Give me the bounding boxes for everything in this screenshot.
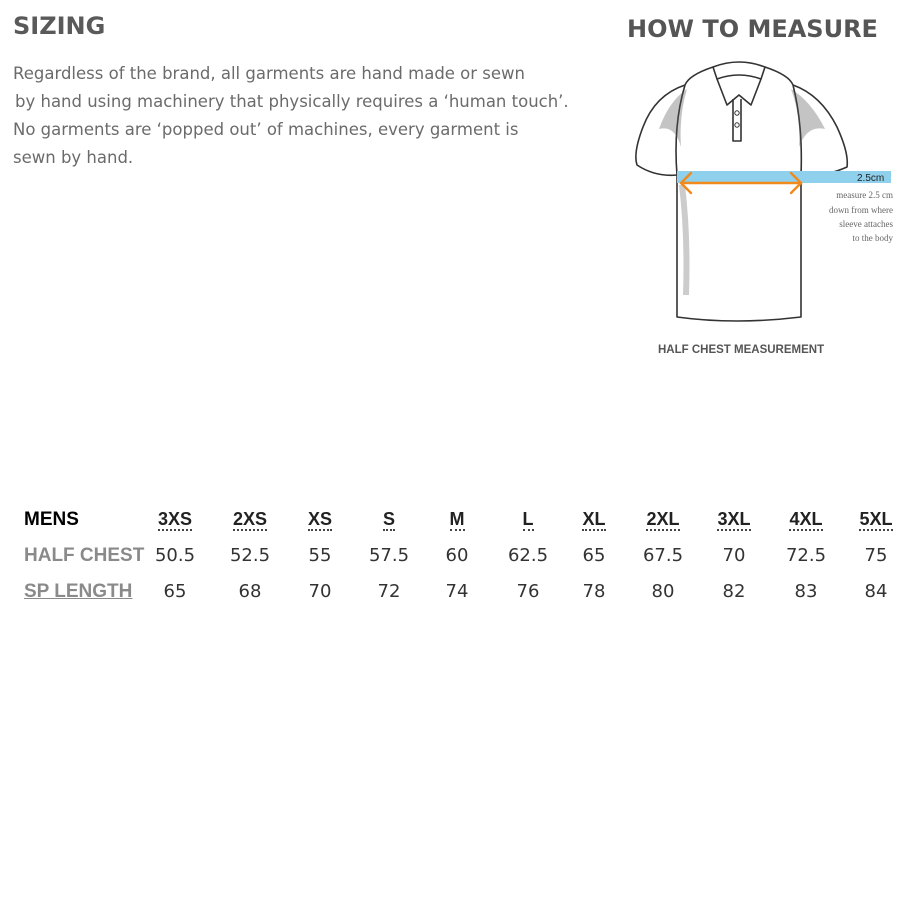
table-cell: 75: [864, 545, 888, 566]
size-header-cell: 3XL: [717, 509, 751, 529]
description-line: Regardless of the brand, all garments are hand made or sewn: [13, 64, 526, 83]
size-chart-table: [24, 505, 904, 613]
how-to-measure-title: HOW TO MEASURE: [627, 15, 878, 43]
half-chest-row: [24, 541, 904, 577]
description-line: by hand using machinery that physically requires a ‘human touch’.: [15, 92, 569, 111]
measure-note-line: down from where: [829, 205, 893, 215]
table-cell: 62.5: [507, 545, 549, 566]
size-header-row: [24, 505, 904, 541]
table-cell: 50.5: [154, 545, 196, 566]
collar-outline: [713, 62, 765, 79]
size-header-cell: S: [382, 509, 395, 529]
table-cell: 67.5: [642, 545, 684, 566]
measure-caption: HALF CHEST MEASUREMENT: [658, 344, 825, 356]
size-header-cell: 4XL: [789, 509, 823, 529]
button: [735, 123, 739, 127]
raglan-seam-outline: [676, 67, 713, 175]
shirt-body-outline: [677, 175, 801, 321]
table-cell: 72: [377, 581, 401, 602]
size-header-cell: XL: [582, 509, 606, 529]
table-cell: 80: [651, 581, 675, 602]
measure-tag-text: 2.5cm: [857, 173, 885, 184]
table-cell: 72.5: [785, 545, 827, 566]
measure-note-line: sleeve attaches: [839, 219, 893, 229]
table-cell: 78: [582, 581, 606, 602]
table-cell: 55: [308, 545, 332, 566]
size-chart-label-mens: MENS: [24, 509, 79, 530]
button: [735, 111, 739, 115]
sizing-description: [13, 60, 633, 172]
table-cell: 84: [864, 581, 888, 602]
table-cell: 74: [445, 581, 469, 602]
size-header-cell: L: [522, 509, 534, 529]
size-header-cell: 5XL: [859, 509, 893, 529]
table-cell: 52.5: [229, 545, 271, 566]
polo-shirt-measure-diagram: [625, 55, 905, 375]
table-cell: 57.5: [368, 545, 410, 566]
size-header-cell: 2XS: [232, 509, 268, 529]
sp-length-label: SP LENGTH: [24, 581, 133, 602]
description-line: sewn by hand.: [13, 148, 134, 167]
table-cell: 76: [516, 581, 540, 602]
table-cell: 82: [722, 581, 746, 602]
measure-note-line: to the body: [852, 233, 893, 243]
sleeve-panel-right: [791, 89, 825, 147]
size-header-cell: XS: [307, 509, 332, 529]
table-cell: 83: [794, 581, 818, 602]
table-cell: 70: [722, 545, 746, 566]
table-cell: 60: [445, 545, 469, 566]
table-cell: 65: [582, 545, 606, 566]
sizing-title: SIZING: [13, 12, 106, 40]
sp-length-row: [24, 577, 904, 613]
half-chest-label: HALF CHEST: [24, 545, 145, 566]
size-header-cell: 2XL: [646, 509, 680, 529]
size-header-cell: M: [449, 509, 465, 529]
table-cell: 68: [238, 581, 262, 602]
size-header-cell: 3XS: [157, 509, 193, 529]
measure-note-line: measure 2.5 cm: [836, 190, 893, 200]
description-line: No garments are ‘popped out’ of machines, every garment is: [13, 120, 519, 139]
table-cell: 65: [163, 581, 187, 602]
table-cell: 70: [308, 581, 332, 602]
